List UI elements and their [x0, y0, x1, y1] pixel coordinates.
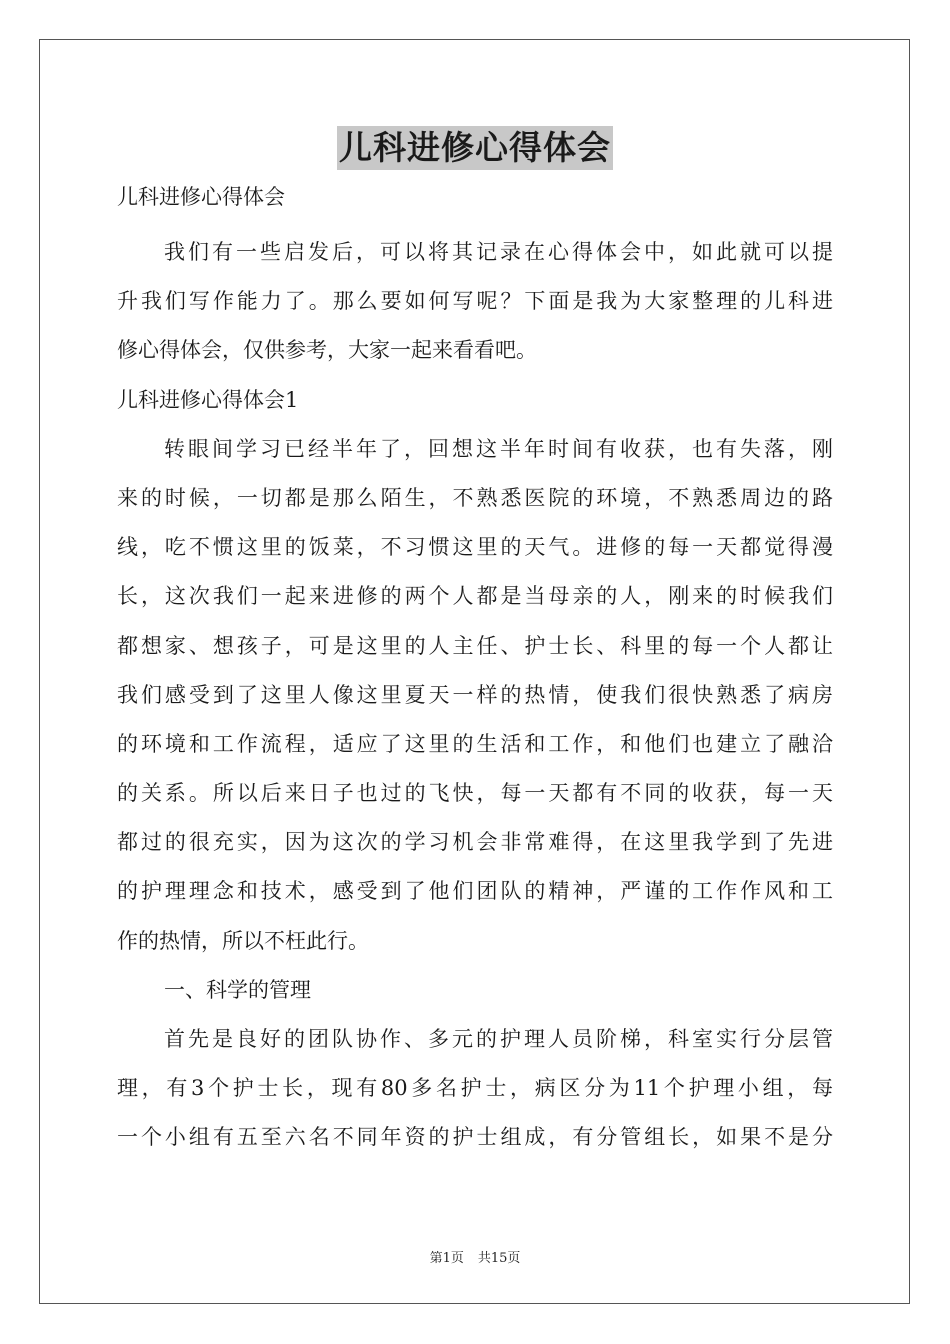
text-line: 一个小组有五至六名不同年资的护士组成，有分管组长，如果不是分	[117, 1125, 833, 1150]
subtitle: 儿科进修心得体会	[117, 185, 285, 209]
text-line: 我们有一些启发后，可以将其记录在心得体会中，如此就可以提	[164, 240, 833, 264]
text-line: 的环境和工作流程，适应了这里的生活和工作，和他们也建立了融洽	[117, 731, 833, 756]
text-line: 作的热情，所以不枉此行。	[117, 928, 369, 953]
text-line: 理，有3个护士长，现有80多名护士，病区分为11个护理小组，每	[117, 1076, 833, 1101]
page-total: 共15页	[477, 1251, 521, 1266]
text-line: 的关系。所以后来日子也过的飞快，每一天都有不同的收获，每一天	[117, 781, 833, 806]
document-body	[117, 179, 833, 1163]
text-line: 都想家、想孩子，可是这里的人主任、护士长、科里的每一个人都让	[117, 633, 833, 658]
text-line: 都过的很充实，因为这次的学习机会非常难得，在这里我学到了先进	[117, 830, 833, 855]
text-line: 转眼间学习已经半年了，回想这半年时间有收获，也有失落，刚	[164, 436, 833, 461]
text-line: 来的时候，一切都是那么陌生，不熟悉医院的环境，不熟悉周边的路	[117, 485, 833, 510]
text-line: 长，这次我们一起来进修的两个人都是当母亲的人，刚来的时候我们	[117, 584, 833, 609]
text-line: 升我们写作能力了。那么要如何写呢？下面是我为大家整理的儿科进	[117, 289, 833, 314]
intro-paragraph	[117, 228, 833, 376]
document-title	[0, 126, 950, 170]
document-title-text: 儿科进修心得体会	[337, 126, 613, 170]
management-paragraph	[117, 1015, 833, 1163]
subheading: 一、科学的管理	[164, 977, 311, 1002]
body-paragraph	[117, 425, 833, 966]
section-heading: 儿科进修心得体会1	[117, 387, 299, 412]
text-line: 首先是良好的团队协作、多元的护理人员阶梯，科室实行分层管	[164, 1027, 833, 1051]
text-line: 线，吃不惯这里的饭菜，不习惯这里的天气。进修的每一天都觉得漫	[117, 535, 833, 560]
page-footer	[0, 1247, 950, 1266]
text-line: 修心得体会，仅供参考，大家一起来看看吧。	[117, 338, 537, 363]
text-line: 我们感受到了这里人像这里夏天一样的热情，使我们很快熟悉了病房	[117, 682, 833, 707]
page-number: 第1页	[429, 1251, 464, 1266]
text-line: 的护理理念和技术，感受到了他们团队的精神，严谨的工作作风和工	[117, 879, 833, 904]
